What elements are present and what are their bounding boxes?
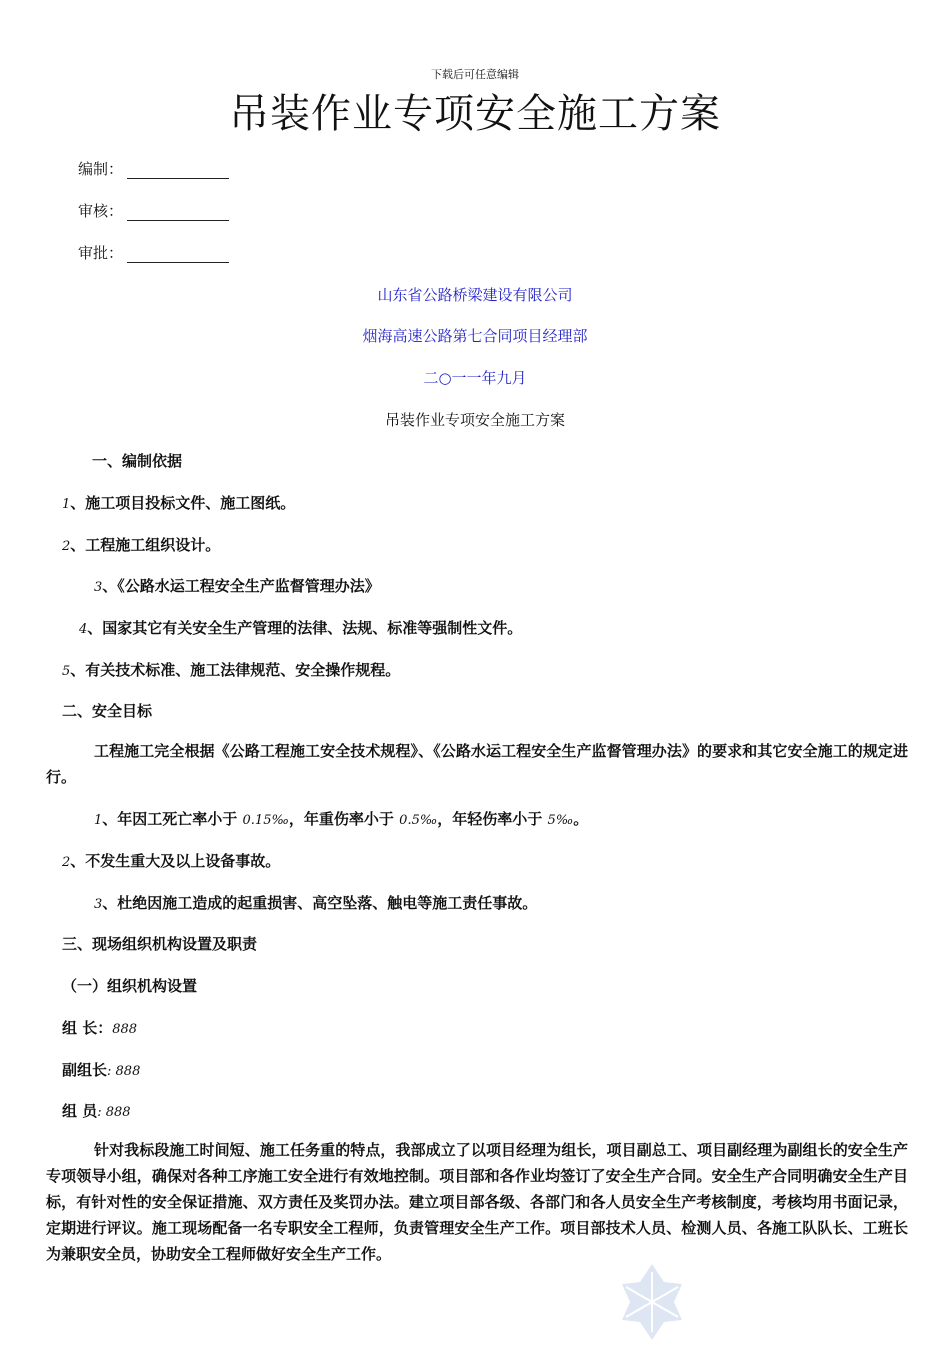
department-name: 烟海高速公路第七合同项目经理部 bbox=[362, 327, 588, 345]
section3-heading: 三、现场组织机构设置及职责 bbox=[62, 935, 258, 953]
item-text: 、有关技术标准、施工法律规范、安全操作规程。 bbox=[70, 661, 401, 679]
item-number: 1 bbox=[62, 497, 71, 512]
item-number: 1 bbox=[94, 813, 103, 828]
signature-label: 编制： bbox=[78, 160, 124, 178]
role-label: 副组长 bbox=[62, 1061, 108, 1079]
minor-injury-rate: 5‰ bbox=[547, 813, 574, 828]
goal-text: ，年轻伤率小于 bbox=[437, 810, 543, 828]
item-number: 2 bbox=[62, 855, 71, 870]
signature-label: 审核： bbox=[78, 202, 124, 220]
document-title: 吊装作业专项安全施工方案 bbox=[229, 91, 721, 137]
document-date: 二○一一年九月 bbox=[423, 369, 527, 387]
item-number: 3 bbox=[94, 897, 103, 912]
section3-subheading: （一）组织机构设置 bbox=[62, 977, 198, 995]
header-note: 下载后可任意编辑 bbox=[431, 68, 519, 81]
goal-text: 、年因工死亡率小于 bbox=[102, 810, 238, 828]
role-value: : 888 bbox=[97, 1105, 131, 1120]
item-text: 、施工项目投标文件、施工图纸。 bbox=[70, 494, 296, 512]
goal-text: 、不发生重大及以上设备事故。 bbox=[70, 852, 281, 870]
section1-item-3 bbox=[94, 575, 380, 596]
item-number: 3 bbox=[94, 580, 103, 595]
item-number: 5 bbox=[62, 664, 71, 679]
signature-line bbox=[127, 246, 229, 263]
section1-item-1 bbox=[62, 492, 295, 513]
role-value: 888 bbox=[112, 1022, 138, 1037]
section3-paragraph: 针对我标段施工时间短、施工任务重的特点，我部成立了以项目经理为组长，项目副总工、项目副经理为副组长的安全生产专项领导小组，确保对各种工序施工安全进行有效地控制。项目部和各作业均签订了安全生产合同。安全生产合同明确安全生产目标，有针对性的安全保证措施、双方责任及奖罚办法。建立项目部各级、各部门和各人员安全生产考核制度，考核均用书面记录，定期进行评议。施工现场配备一名专职安全工程师，负责管理安全生产工作。项目部技术人员、检测人员、各施工队队长、工班长为兼职安全员，协助安全工程师做好安全生产工作。 bbox=[46, 1141, 908, 1263]
item-number: 2 bbox=[62, 539, 71, 554]
signature-prepared bbox=[78, 158, 229, 179]
role-leader bbox=[62, 1017, 137, 1038]
company-name: 山东省公路桥梁建设有限公司 bbox=[377, 286, 573, 304]
section1-item-2 bbox=[62, 534, 220, 555]
role-label: 组 长： bbox=[62, 1019, 113, 1037]
section1-item-4 bbox=[79, 617, 522, 638]
goal-text: 。 bbox=[573, 810, 589, 828]
section2-goal-2 bbox=[62, 850, 280, 871]
item-text: 、国家其它有关安全生产管理的法律、法规、标准等强制性文件。 bbox=[87, 619, 523, 637]
signature-line bbox=[127, 204, 229, 221]
signature-line bbox=[127, 162, 229, 179]
item-number: 4 bbox=[79, 622, 88, 637]
fatality-rate: 0.15‰ bbox=[242, 813, 289, 828]
section2-goal-1 bbox=[94, 808, 588, 829]
role-label: 组 员 bbox=[62, 1102, 98, 1120]
document-subtitle: 吊装作业专项安全施工方案 bbox=[384, 411, 565, 429]
section1-heading: 一、编制依据 bbox=[92, 452, 183, 470]
serious-injury-rate: 0.5‰ bbox=[399, 813, 438, 828]
role-member bbox=[62, 1100, 131, 1121]
snowflake-watermark-icon bbox=[612, 1262, 692, 1342]
role-value: : 888 bbox=[107, 1064, 141, 1079]
item-text: 、工程施工组织设计。 bbox=[70, 536, 221, 554]
goal-text: ，年重伤率小于 bbox=[288, 810, 394, 828]
section2-intro: 工程施工完全根据《公路工程施工安全技术规程》、《公路水运工程安全生产监督管理办法》的要求和其它安全施工的规定进行。 bbox=[46, 742, 908, 786]
section2-goal-3 bbox=[94, 892, 537, 913]
signature-label: 审批： bbox=[78, 244, 124, 262]
signature-reviewed bbox=[78, 200, 229, 221]
item-text: 、《公路水运工程安全生产监督管理办法》 bbox=[102, 577, 380, 595]
goal-text: 、杜绝因施工造成的起重损害、高空坠落、触电等施工责任事故。 bbox=[102, 894, 538, 912]
role-deputy bbox=[62, 1059, 140, 1080]
section2-heading: 二、安全目标 bbox=[62, 702, 153, 720]
section1-item-5 bbox=[62, 659, 400, 680]
signature-approved bbox=[78, 242, 229, 263]
